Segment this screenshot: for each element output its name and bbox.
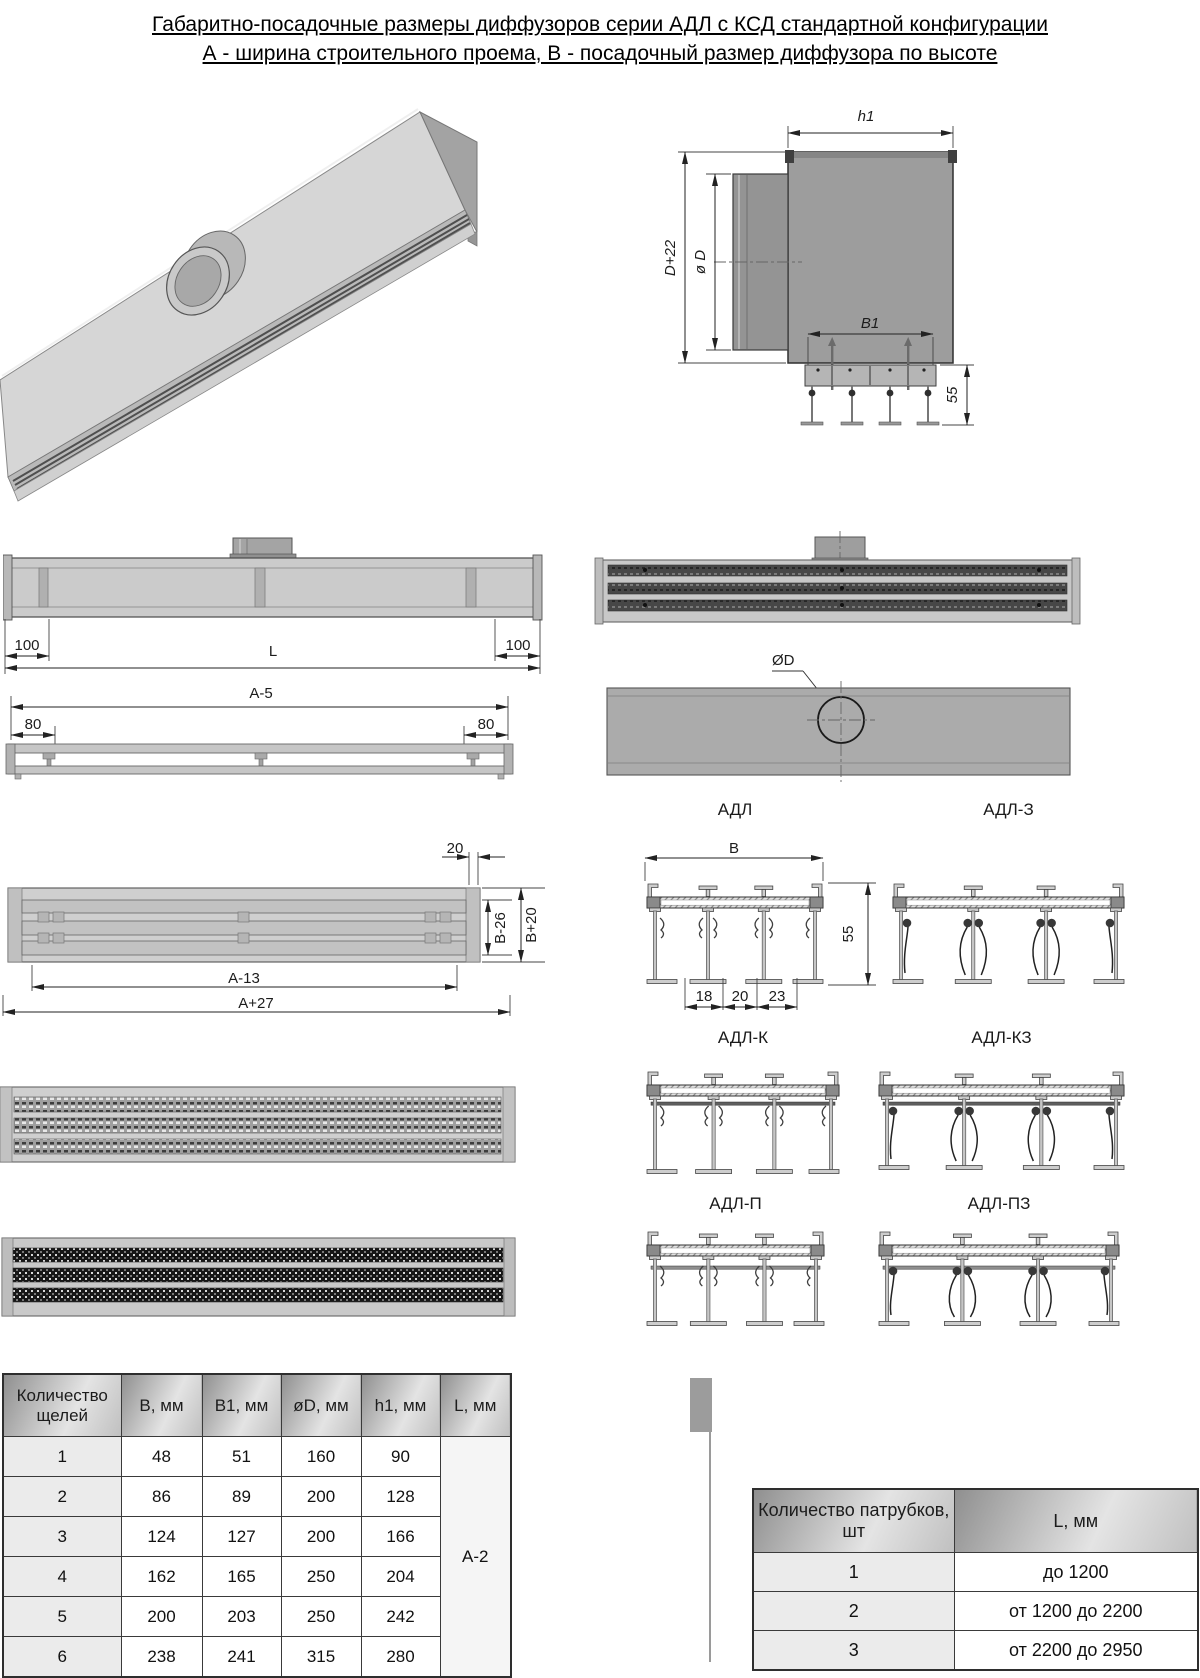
dim-label-L: L — [268, 643, 278, 660]
col-header-branches: Количество патрубков, шт — [753, 1489, 954, 1553]
table-row: 3 124 127 200 166 — [3, 1517, 511, 1557]
table-header-row — [753, 1489, 1198, 1553]
table-row: 6 238 241 315 280 — [3, 1637, 511, 1678]
dim-label-18: 18 — [695, 988, 713, 1005]
profile-section-adlk — [645, 1066, 841, 1180]
dim-label-20b: 20 — [731, 988, 749, 1005]
profile-label-adlp: АДЛ-П — [709, 1194, 762, 1213]
dim-label-h1: h1 — [857, 108, 875, 125]
dim-label-80-right: 80 — [477, 716, 495, 733]
dim-label-100-left: 100 — [14, 637, 40, 654]
dim-label-b1: B1 — [860, 315, 880, 332]
profile-section-adlp — [645, 1226, 826, 1332]
dim-label-20: 20 — [446, 840, 464, 857]
branch-count-table — [752, 1488, 1199, 1671]
table-row: 2 от 1200 до 2200 — [753, 1592, 1198, 1631]
profile-label-adlk: АДЛ-К — [717, 1028, 769, 1047]
table-row: 5 200 203 250 242 — [3, 1597, 511, 1637]
table-row: 3 от 2200 до 2950 — [753, 1631, 1198, 1671]
col-header-slots: Количество щелей — [3, 1374, 121, 1437]
dim-label-a27: А+27 — [238, 995, 274, 1012]
dim-label-55: 55 — [944, 386, 961, 404]
col-header-l: L, мм — [440, 1374, 511, 1437]
table-row: 1 48 51 160 90 А-2 — [3, 1437, 511, 1477]
dim-label-diaD: ø D — [692, 249, 709, 275]
perforated-grille-light — [0, 1085, 545, 1165]
profile-label-adl3: АДЛ-З — [983, 800, 1034, 819]
profile-label-adl: АДЛ — [717, 800, 753, 819]
misc-gray-tab — [690, 1378, 712, 1432]
l-merged-cell: А-2 — [440, 1437, 511, 1678]
profile-section-adlp3 — [877, 1226, 1121, 1332]
dim-label-80-left: 80 — [24, 716, 42, 733]
bottom-face-view — [575, 505, 1200, 785]
section-view — [598, 88, 1190, 460]
profile-label-adlp3: АДЛ-ПЗ — [967, 1194, 1031, 1213]
table-row: 2 86 89 200 128 — [3, 1477, 511, 1517]
table-row: 4 162 165 250 204 — [3, 1557, 511, 1597]
col-header-b1: В1, мм — [202, 1374, 281, 1437]
slot-dimensions-table — [2, 1373, 512, 1678]
col-header-d: øD, мм — [281, 1374, 361, 1437]
table-row: 1 до 1200 — [753, 1553, 1198, 1592]
page-title — [0, 10, 1200, 68]
dim-label-d22: D+22 — [662, 239, 679, 277]
profile-label-adlk3: АДЛ-КЗ — [971, 1028, 1032, 1047]
grille-view — [0, 835, 560, 1030]
col-header-l2: L, мм — [954, 1489, 1198, 1553]
dim-label-a13: А-13 — [228, 970, 260, 987]
dim-label-a5: А-5 — [249, 685, 273, 702]
perforated-grille-dark — [0, 1235, 545, 1320]
dim-label-B: В — [728, 840, 740, 857]
table-header-row — [3, 1374, 511, 1437]
dim-label-55-profile: 55 — [840, 925, 857, 943]
misc-divider-line — [709, 1432, 711, 1662]
diffuser-section — [801, 365, 939, 425]
title-line-2: А - ширина строительного проема, В - посадочный размер диффузора по высоте — [202, 42, 998, 65]
dim-label-b20: В+20 — [523, 907, 540, 943]
col-header-b: В, мм — [121, 1374, 202, 1437]
dim-label-23: 23 — [768, 988, 786, 1005]
dim-label-100-right: 100 — [505, 637, 531, 654]
title-line-1: Габаритно-посадочные размеры диффузоров серии АДЛ с КСД стандартной конфигурации — [152, 13, 1048, 36]
isometric-diffuser-view — [0, 85, 560, 505]
mounting-strip — [6, 744, 513, 779]
profile-section-adlk3 — [877, 1066, 1126, 1176]
col-header-h1: h1, мм — [361, 1374, 440, 1437]
profile-dims — [600, 835, 1200, 1025]
dim-label-diaD-top: ØD — [772, 652, 795, 669]
front-view — [3, 498, 545, 788]
dim-label-b26: В-26 — [492, 912, 509, 944]
